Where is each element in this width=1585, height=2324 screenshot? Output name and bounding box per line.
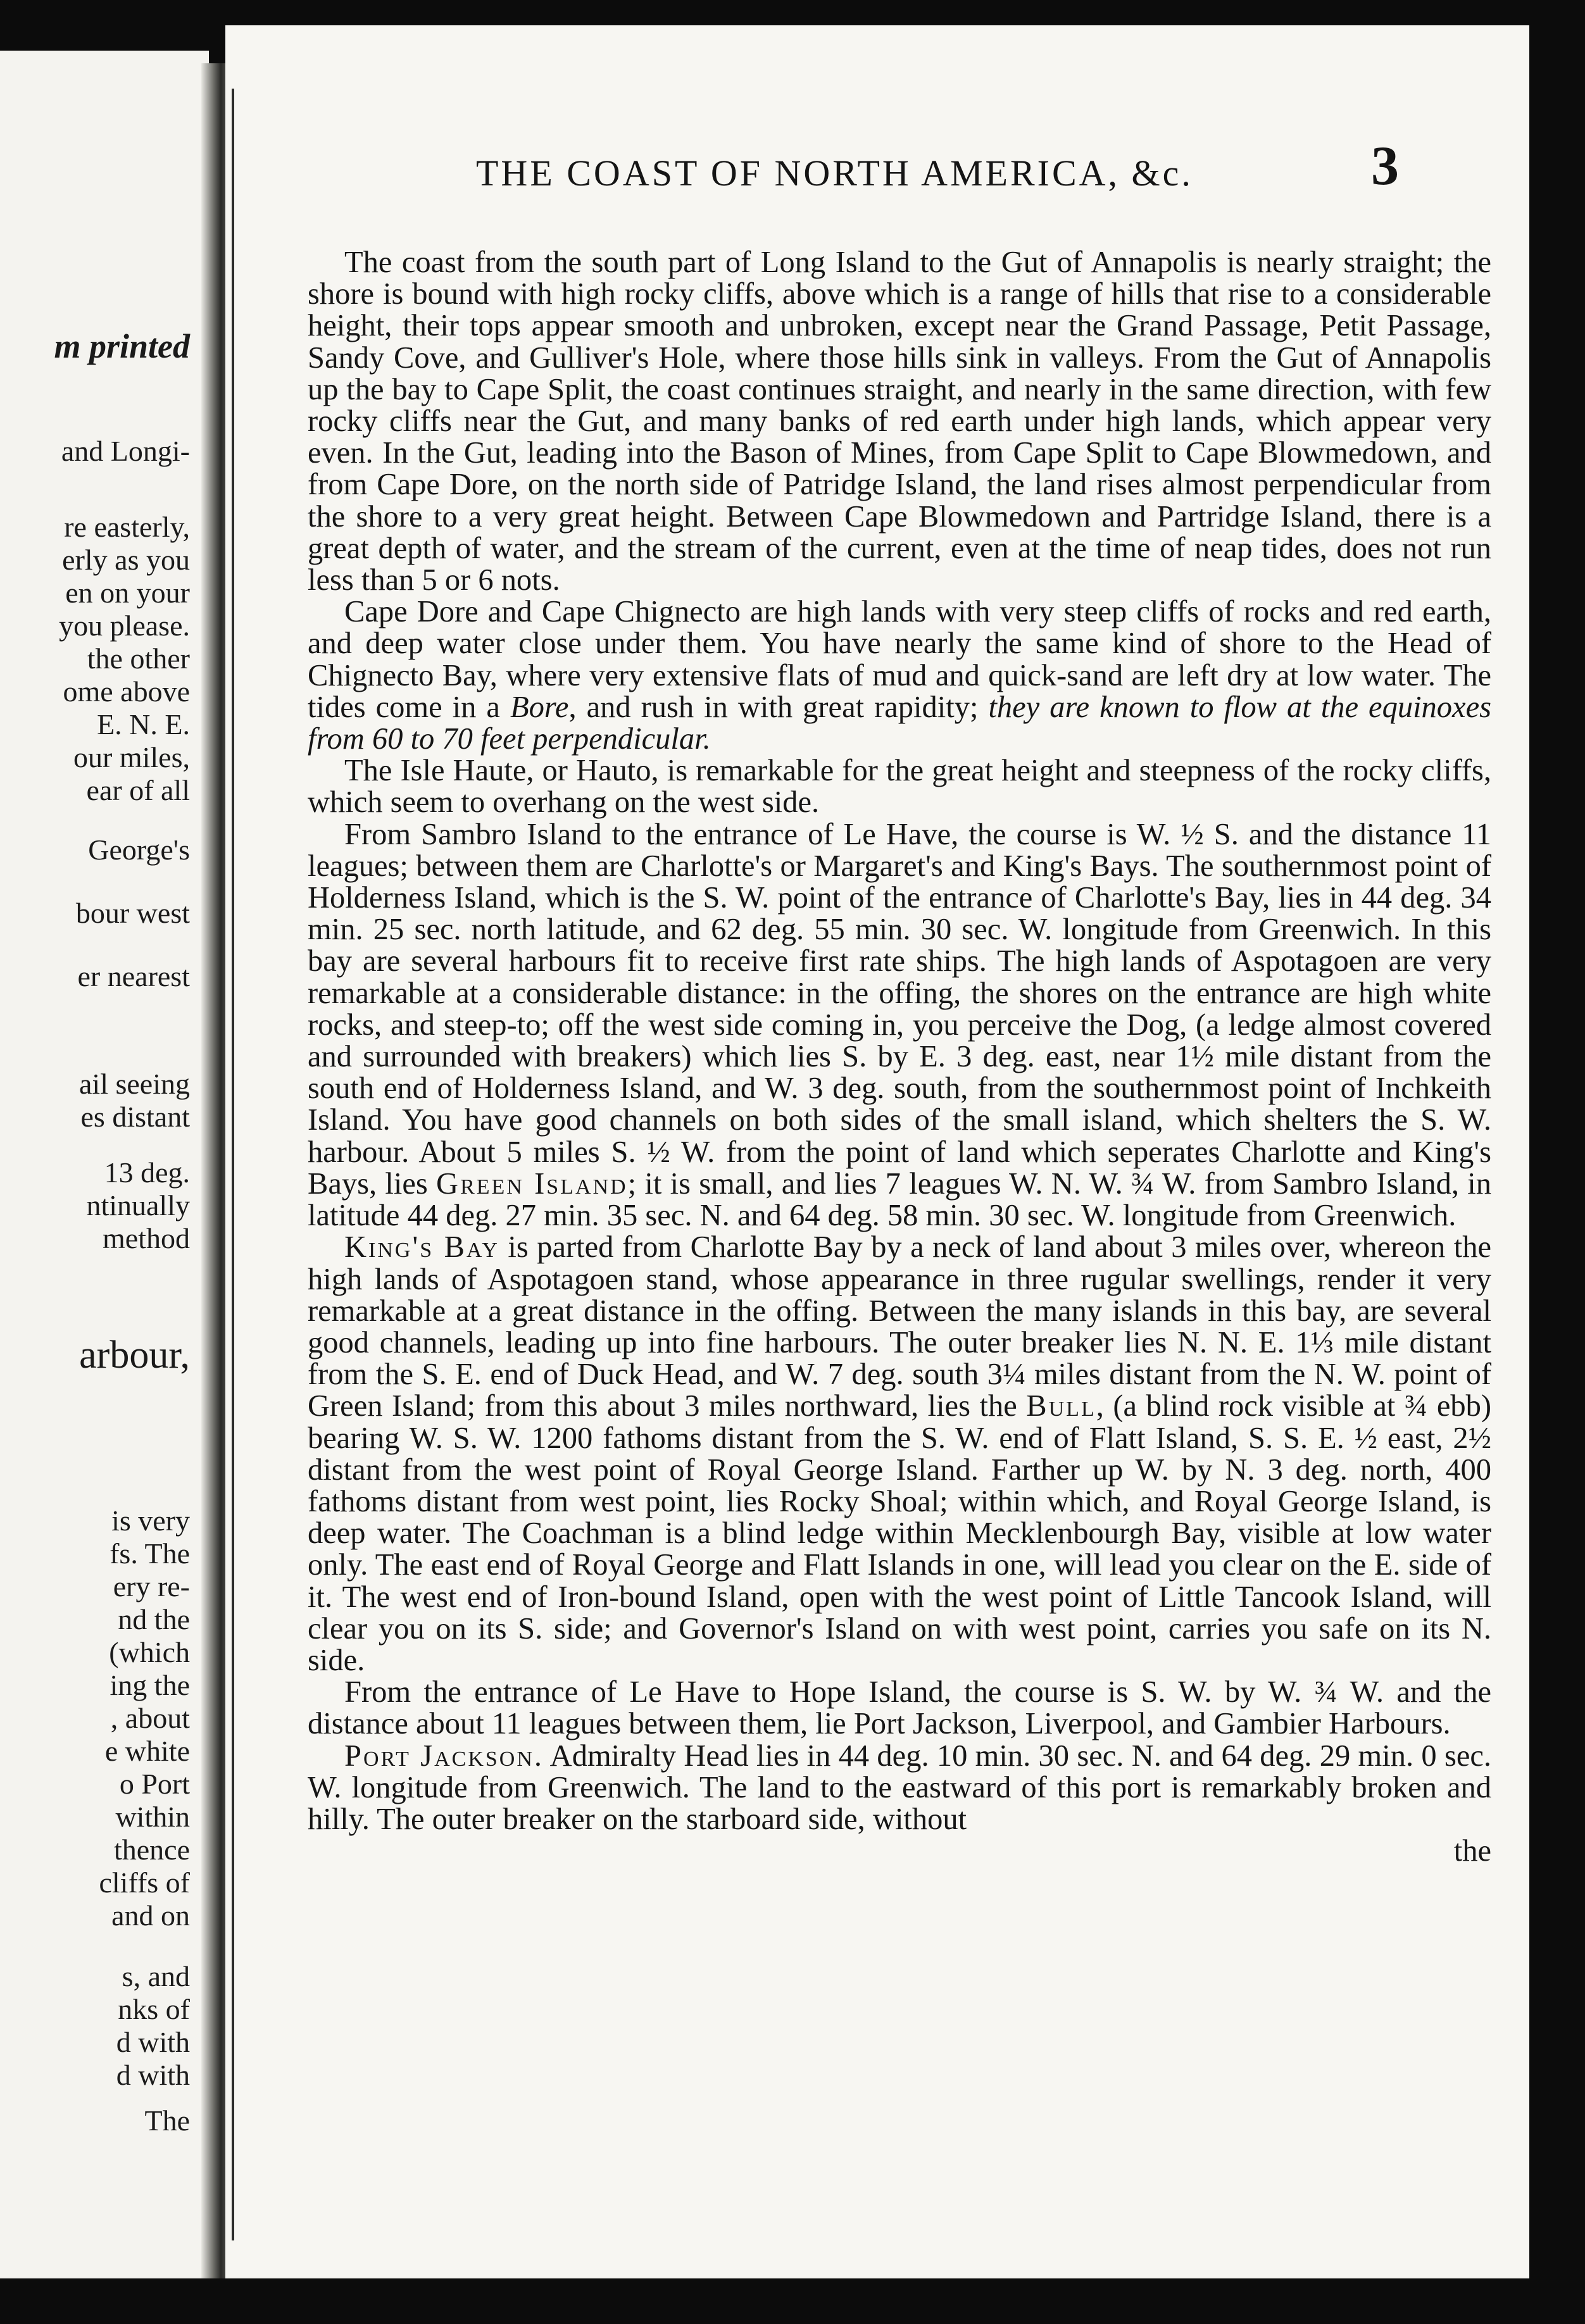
- left-fragment: nd the: [118, 1603, 190, 1635]
- small-caps-text: Bull: [1026, 1389, 1096, 1423]
- italic-text: they are known to flow at the equinoxes from 60 to 70 feet perpendicular.: [308, 690, 1491, 756]
- left-fragment: ear of all: [86, 774, 190, 806]
- left-fragment: method: [103, 1222, 190, 1254]
- left-fragment: ail seeing: [79, 1068, 190, 1100]
- left-fragment: e white: [104, 1735, 190, 1767]
- left-fragment: m printed: [54, 327, 190, 365]
- running-head: THE COAST OF NORTH AMERICA, &c.: [476, 153, 1193, 194]
- paragraph: [308, 596, 1491, 755]
- left-fragment: you please.: [59, 609, 190, 642]
- text-run: Bore: [510, 690, 569, 724]
- left-fragment: cliffs of: [99, 1866, 190, 1899]
- text-run: , and rush in with great rapidity;: [568, 690, 989, 724]
- left-fragment: within: [115, 1801, 190, 1833]
- left-fragment: arbour,: [79, 1334, 190, 1377]
- left-fragment: and on: [111, 1899, 190, 1932]
- left-fragment: , about: [110, 1702, 190, 1734]
- left-fragment: re easterly,: [64, 511, 190, 543]
- paragraph: [308, 819, 1491, 1232]
- left-fragment: er nearest: [77, 960, 190, 992]
- left-fragment: d with: [116, 2026, 190, 2058]
- paragraph: The Isle Haute, or Hauto, is remarkable for the great height and steepness of the rocky cliffs, which seem to overhang on the west side.: [308, 754, 1491, 820]
- left-fragment: is very: [111, 1504, 190, 1537]
- paragraph: From the entrance of Le Have to Hope Island, the course is S. W. by W. ¾ W. and the distance about 11 leagues between them, lie Port Jackson, Liverpool, and Gambier Harbours.: [308, 1675, 1491, 1741]
- margin-rule: [232, 89, 234, 2240]
- body-text: [308, 247, 1491, 1867]
- left-fragment: and Longi-: [61, 435, 190, 467]
- left-fragment: the other: [87, 642, 190, 675]
- left-fragment: en on your: [65, 577, 190, 609]
- right-page: [225, 25, 1529, 2278]
- left-facing-page: [0, 51, 209, 2278]
- text-run: ; it is small, and lies 7 leagues W. N. W. ¾ W. from Sambro Island, in latitude 44 deg. 27 min. 35 sec. N. and 64 deg. 58 min. 30 sec. W. longitude from Greenwich.: [308, 1166, 1491, 1233]
- left-fragment: 13 deg.: [104, 1156, 190, 1189]
- left-fragment: nks of: [118, 1993, 190, 2025]
- left-fragment: George's: [88, 834, 190, 866]
- paragraph: The coast from the south part of Long Island to the Gut of Annapolis is nearly straight; the shore is bound with high rocky cliffs, above which is a range of hills that rise to a considerable height, their tops appear smooth and unbroken, except near the Grand Passage, Petit Passage, Sandy Cove, and Gulliver's Hole, where those hills sink in valleys. From the Gut of Annapolis up the bay to Cape Split, the coast continues straight, and nearly in the same direction, with few rocky cliffs near the Gut, and many banks of red earth under high lands, which appear very even. In the Gut, leading into the Bason of Mines, from Cape Split to Cape Blowmedown, and from Cape Dore, on the north side of Patridge Island, the land rises almost perpendicular from the shore to a very great height. Between Cape Blowmedown and Partridge Island, there is a great depth of water, and the stream of the current, even at the time of neap tides, does not run less than 5 or 6 nots.: [308, 246, 1491, 597]
- left-fragment: fs. The: [110, 1537, 190, 1570]
- small-caps-text: King's Bay: [344, 1230, 499, 1265]
- left-fragment: d with: [116, 2059, 190, 2091]
- left-fragment: s, and: [122, 1960, 190, 1992]
- left-fragment: E. N. E.: [97, 708, 190, 740]
- text-run: Cape Dore and Cape Chignecto are high lands with very steep cliffs of rocks and red earth, and deep water close under them. You have nearly the same kind of shore to the Head of Chignecto Bay, where very extensive flats of mud and quick-sand are left dry at low water. The tides come in a: [308, 595, 1491, 724]
- left-fragment: ery re-: [113, 1570, 190, 1602]
- left-fragment: erly as you: [62, 544, 190, 576]
- left-fragment: The: [144, 2104, 190, 2137]
- left-fragment: ntinually: [86, 1189, 190, 1221]
- left-fragment: (which: [109, 1636, 190, 1668]
- left-fragment: thence: [113, 1834, 190, 1866]
- paragraph: [308, 1232, 1491, 1677]
- text-run: is parted from Charlotte Bay by a neck of land about 3 miles over, whereon the high lands of Aspotagoen stand, whose appearance in three rugular swellings, render it very remarkable at a great distance in the offing. Between the many islands in this bay, are several good channels, leading up into fine harbours. The outer breaker lies N. N. E. 1⅓ mile distant from the S. E. end of Duck Head, and W. 7 deg. south 3¼ miles distant from the N. W. point of Green Island; from this about 3 miles northward, lies the: [308, 1230, 1491, 1423]
- small-caps-text: Green Island: [436, 1166, 628, 1201]
- small-caps-text: Port Jackson.: [344, 1739, 544, 1773]
- left-fragment: ing the: [110, 1669, 190, 1701]
- left-fragment: ome above: [63, 675, 190, 708]
- left-fragment: our miles,: [73, 741, 190, 773]
- page-number: 3: [1371, 135, 1399, 197]
- left-fragment: o Port: [119, 1768, 190, 1800]
- text-run: From Sambro Island to the entrance of Le Have, the course is W. ½ S. and the distance 11 leagues; between them are Charlotte's or Margaret's and King's Bays. The southernmost point of Holderness Island, which is the S. W. point of the entrance of Charlotte's Bay, lies in 44 deg. 34 min. 25 sec. north latitude, and 62 deg. 55 min. 30 sec. W. longitude from Greenwich. In this bay are several harbours fit to receive first rate ships. The high lands of Aspotagoen are very remarkable at a considerable distance: in the offing, the shores on the entrance are high white rocks, and steep-to; off the west side coming in, you perceive the Dog, (a ledge almost covered and surrounded with breakers) which lies S. by E. 3 deg. east, near 1½ mile distant from the south end of Holderness Island, and W. 3 deg. south, from the southernmost point of Inchkeith Island. You have good channels on both sides of the small island, which shelters the S. W. harbour. About 5 miles S. ½ W. from the point of land which seperates Charlotte and King's Bays, lies: [308, 817, 1491, 1201]
- left-fragment: bour west: [75, 897, 190, 929]
- paragraph: [308, 1740, 1491, 1836]
- left-fragment: es distant: [80, 1101, 190, 1133]
- catchword: the: [1453, 1834, 1491, 1868]
- text-run: , (a blind rock visible at ¾ ebb) bearing W. S. W. 1200 fathoms distant from the S. W. end of Flatt Island, S. S. E. ½ east, 2½ distant from the west point of Royal George Island. Farther up W. by N. 3 deg. north, 400 fathoms distant from west point, lies Rocky Shoal; within which, and Royal George Island, is deep water. The Coachman is a blind ledge within Mecklenbourgh Bay, visible at low water only. The east end of Royal George and Flatt Islands in one, will lead you clear on the E. side of it. The west end of Iron-bound Island, open with the west point of Little Tancook Island, will clear you on its S. side; and Governor's Island on with west point, carries you safe on its N. side.: [308, 1389, 1492, 1677]
- text-run: Admiralty Head lies in 44 deg. 10 min. 30 sec. N. and 64 deg. 29 min. 0 sec. W. longitude from Greenwich. The land to the eastward of this port is remarkably broken and hilly. The outer breaker on the starboard side, without: [308, 1739, 1491, 1836]
